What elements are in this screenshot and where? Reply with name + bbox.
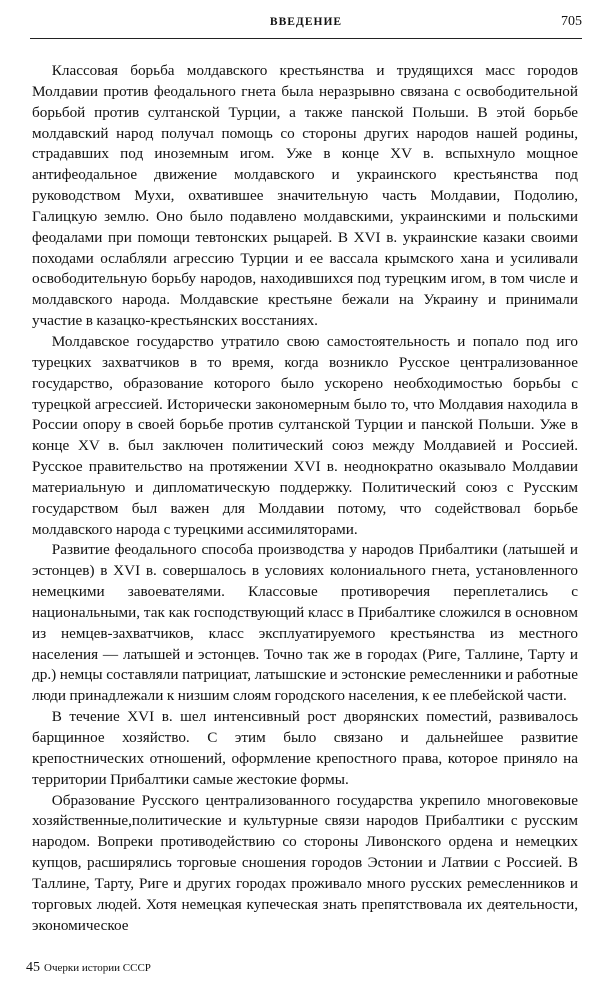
- paragraph-moldavian-state: Молдавское государство утратило свою самостоятельность и попало под иго турецких захватчиков в то время, когда возникло Русское централизованное государство, образование которого было ускорено необходимостью борьбы с турецкой агрессией. Исторически закономерным было то, что Молдавия находила в России опору в своей борьбе против султанской Турции и панской Польши. Уже в конце XV в. был заключен политический союз между Молдавией и Россией. Русское правительство на протяжении XVI в. неоднократно оказывало Молдавии материальную и дипломатическую поддержку. Политический союз с Русским государством был важен для Молдавии потому, что содействовал борьбе молдавского народа с турецкими ассимиляторами.: [32, 332, 578, 538]
- paragraph-russian-ties: Образование Русского централизованного государства укрепило многовековые хозяйственные,политические и культурные связи народов Прибалтики с русским народом. Вопреки противодействию со стороны Ливонского ордена и немецких купцов, расширялись торговые сношения городов Эстонии и Латвии с Россией. В Таллине, Тарту, Риге и других городах проживало много русских ремесленников и торговых людей. Хотя немецкая купеческая знать препятствовала их деятельности, экономическое: [32, 791, 578, 934]
- page-number: 705: [561, 14, 582, 29]
- printer-signature: [26, 960, 326, 978]
- signature-title: Очерки истории СССР: [44, 962, 151, 974]
- paragraph-baltic-feudalism: Развитие феодального способа производства у народов Прибалтики (латышей и эстонцев) в XVI в. совершалось в условиях колониального гнета, установленного немецкими завоевателями. Классовые противоречия переплетались с национальными, так как господствующий класс в Прибалтике сложился в основном из немцев-захватчиков, класс эксплуатируемого крестьянства из местного населения — латышей и эстонцев. Точно так же в городах (Риге, Таллине, Тарту и др.) немцы составляли патрициат, латышские и эстонские ремесленники и работные люди принадлежали к низшим слоям городского населения, к ее плебейской части.: [32, 541, 578, 705]
- paragraph-moldavian-struggle: Классовая борьба молдавского крестьянства и трудящихся масс городов Молдавии против феодального гнета была неразрывно связана с освободительной борьбой против султанской Турции, а также панской Польши. В этой борьбе молдавский народ получал помощь со стороны других народов нашей родины, страдавших под иноземным игом. Уже в конце XV в. вспыхнуло мощное антифеодальное движение молдавского и украинского крестьянства под руководством Мухи, охватившее значительную часть Молдавии, Подолию, Галицкую землю. Оно было подавлено молдавскими, украинскими и польскими феодалами при помощи тевтонских рыцарей. В XVI в. украинские казаки своими походами ослабляли агрессию Турции и ее вассала крымского хана и усиливали освободительную борьбу народов, находившихся под турецким игом, в том числе и молдавского народа. Молдавские крестьяне бежали на Украину и принимали участие в казацко-крестьянских восстаниях.: [32, 62, 578, 330]
- running-title: ВВЕДЕНИЕ: [269, 16, 343, 28]
- paragraph-serfdom-growth: В течение XVI в. шел интенсивный рост дворянских поместий, развивалось барщинное хозяйство. С этим было связано и дальнейшее развитие крепостнических отношений, оформление крепостного права, которое приняло на территории Прибалтики самые жестокие формы.: [32, 708, 578, 788]
- running-head: [30, 14, 582, 34]
- header-rule: [30, 38, 582, 39]
- body-text: [32, 61, 578, 936]
- signature-number: 45: [26, 960, 40, 975]
